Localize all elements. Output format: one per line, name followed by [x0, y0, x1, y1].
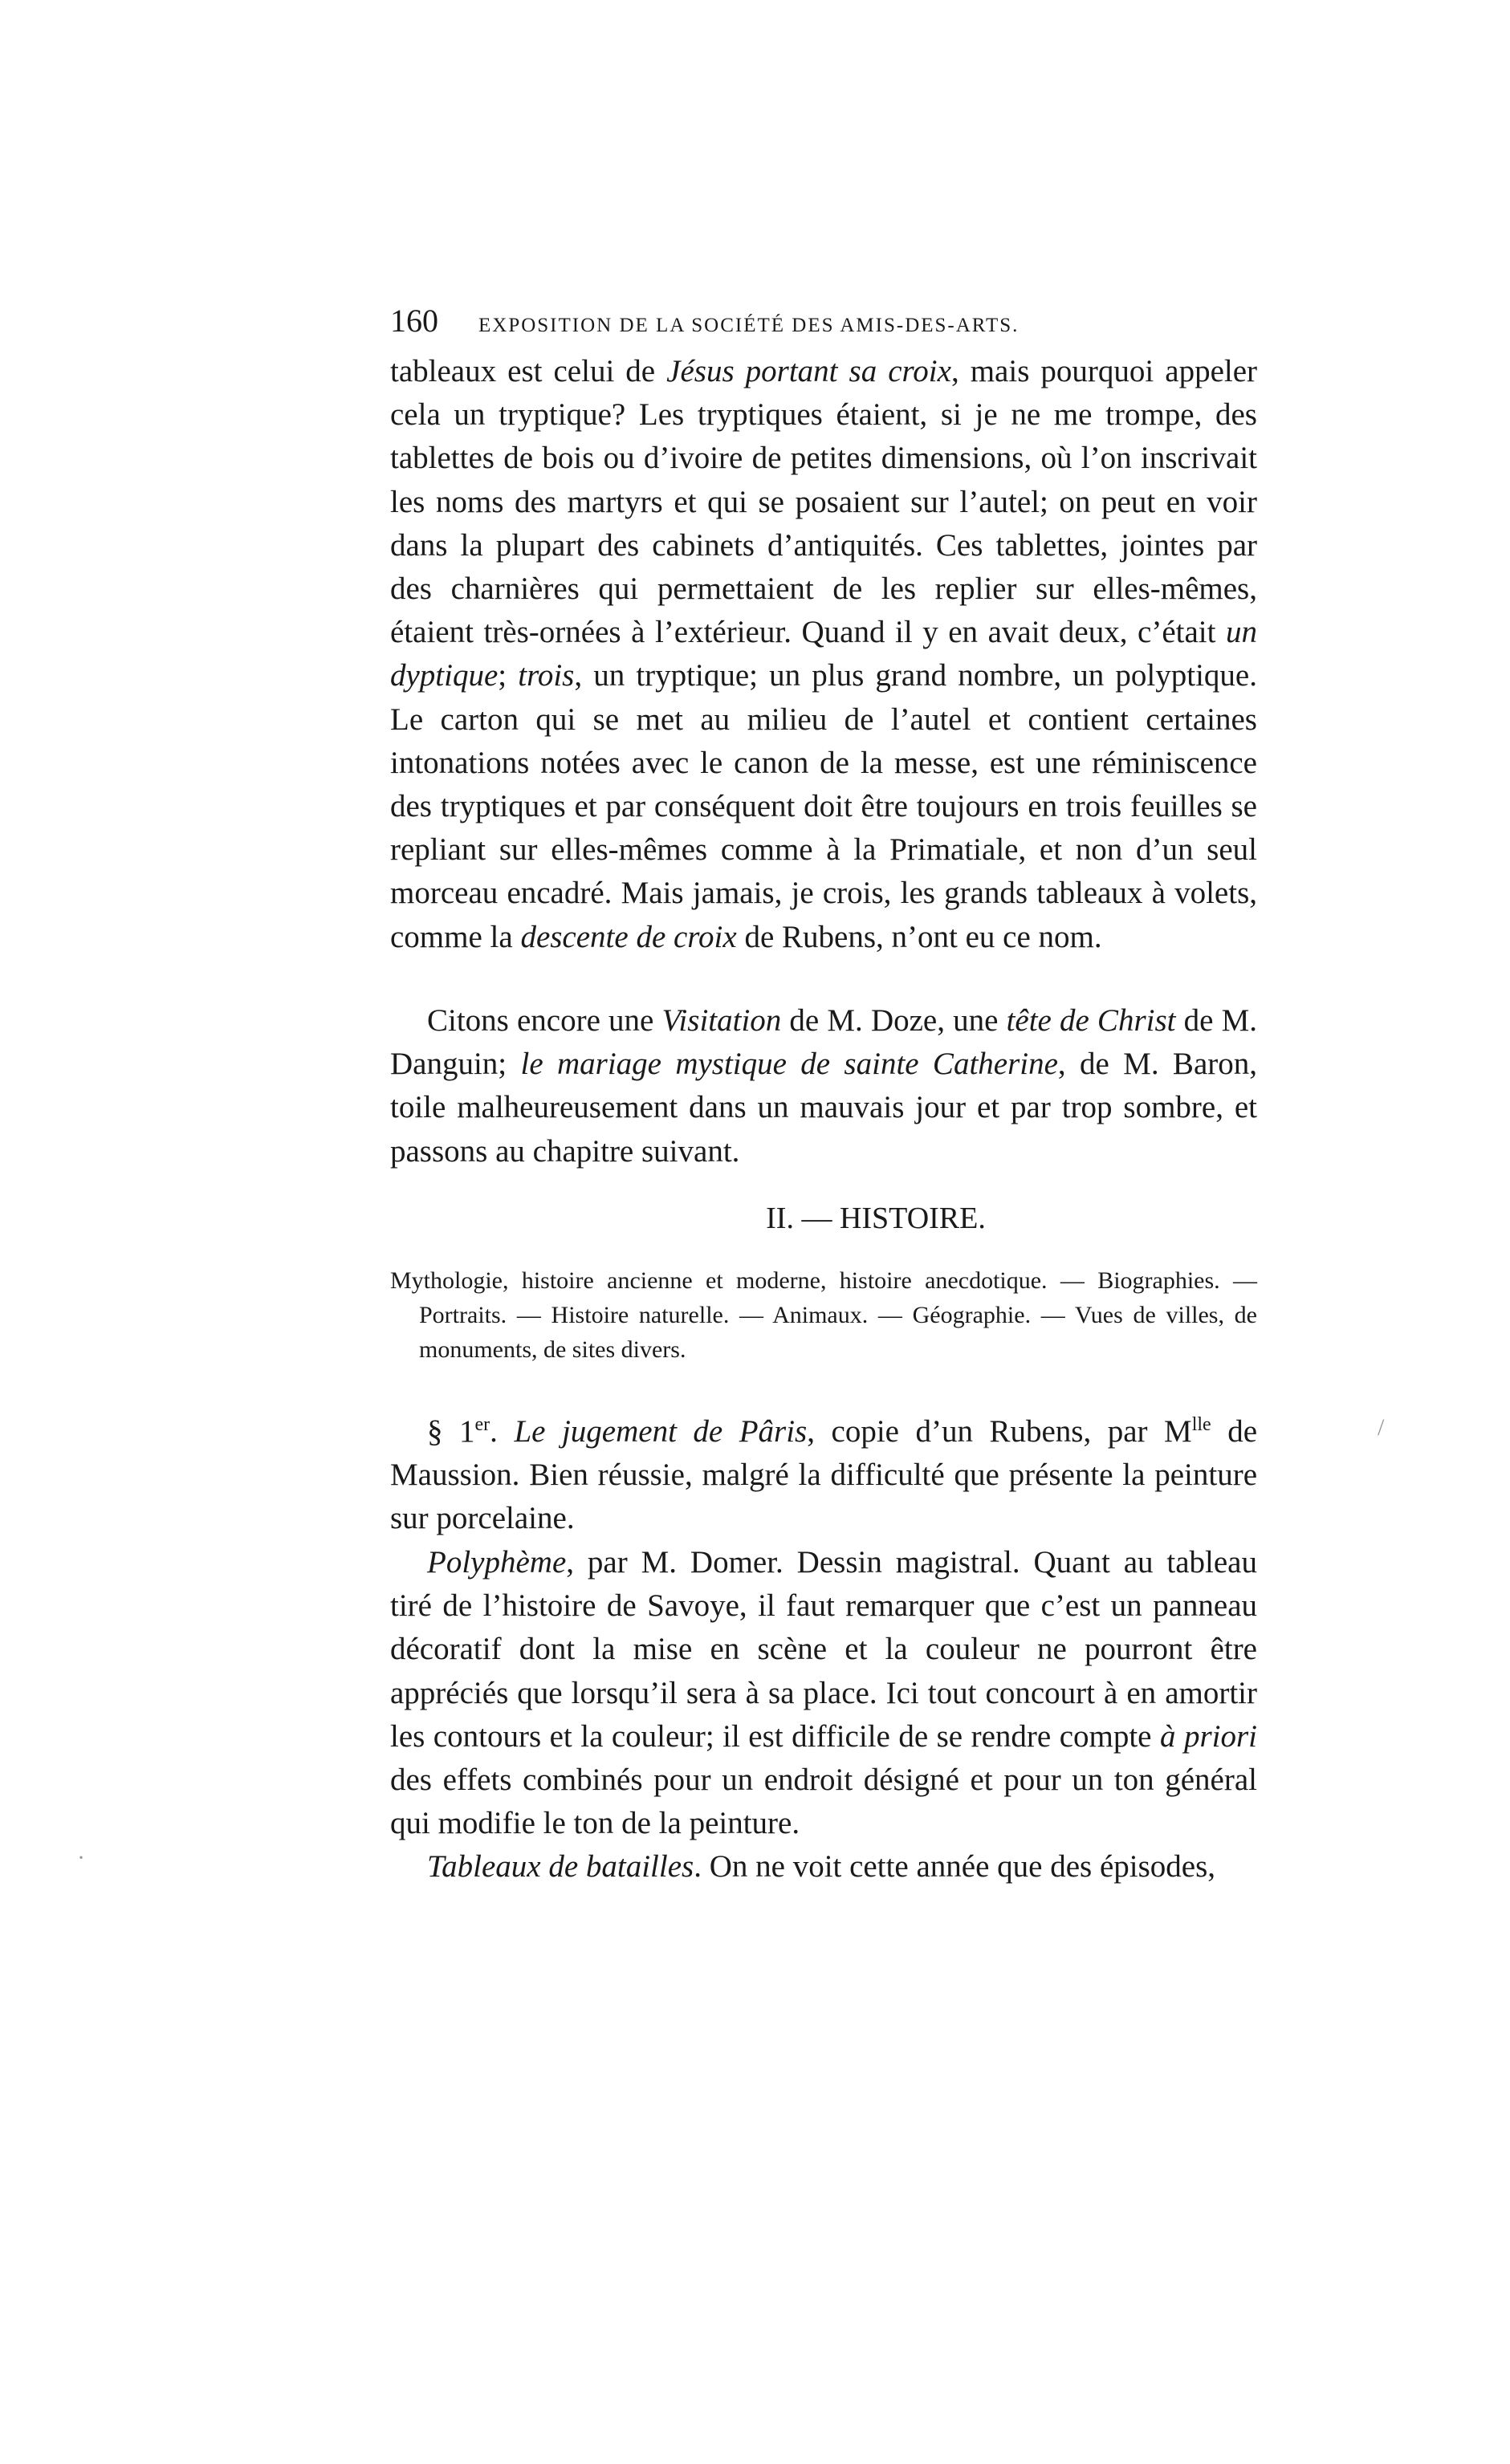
italic-title: Jésus portant sa croix [666, 354, 951, 388]
margin-mark-dot: · [77, 1844, 85, 1871]
italic-title: tête de Christ [1006, 1003, 1176, 1038]
italic-term: un dyptique [390, 615, 1257, 693]
paragraph-jugement-paris: § 1er. Le jugement de Pâris, copie d’un Rubens, par $M^{lle}$ de Maussion. Bien réussie, malgré la difficulté que présente la peinture sur porcelaine. [390, 1414, 1258, 1536]
section-heading: II. — HISTOIRE. [766, 1202, 986, 1235]
page-header [390, 302, 1257, 342]
paragraph-polypheme: Polyphème, par M. Domer. Dessin magistral. Quant au tableau tiré de l’histoire de Savoye, il faut remarquer que c’est un panneau décoratif dont la mise en scène et la couleur ne pourront être appréciés que lorsqu’il sera à sa place. Ici tout concourt à en amortir les contours et la couleur; il est difficile de se rendre compte à priori des effets combinés pour un endroit désigné et pour un ton général qui modifie le ton de la peinture. [390, 1545, 1257, 1841]
italic-title: le mariage mystique de sainte Catherine [520, 1047, 1058, 1082]
italic-term: trois [518, 658, 575, 693]
paragraph-tryptique: tableaux est celui de Jésus portant sa croix, mais pourquoi appeler cela un tryptique? Les tryptiques étaient, si je ne me trompe, des tablettes de bois ou d’ivoire de petites dimensions, où l’on inscrivait les noms des martyrs et qui se posaient sur l’autel; on peut en voir dans la plupart des cabinets d’antiquités. Ces tablettes, jointes par des charnières qui permettaient de les replier sur elles-mêmes, étaient très-ornées à l’extérieur. Quand il y en avait deux, c’était un dyptique; trois, un tryptique; un plus grand nombre, un polyptique. Le carton qui se met au milieu de l’autel et contient certaines intonations notées avec le canon de la messe, est une réminiscence des tryptiques et par conséquent doit être toujours en trois feuilles se repliant sur elles-mêmes comme à la Primatiale, et non d’un seul morceau encadré. Mais jamais, je crois, les grands tableaux à volets, comme la descente de croix de Rubens, n’ont eu ce nom. [390, 354, 1258, 954]
italic-term: à priori [1159, 1718, 1257, 1754]
section-subjects: Mythologie, histoire ancienne et moderne, histoire anecdotique. — Biographies. — Portraits. — Histoire naturelle. — Animaux. — Géographie. — Vues de villes, de monuments, de sites divers. [390, 1267, 1257, 1363]
running-head: EXPOSITION DE LA SOCIÉTÉ DES AMIS-DES-ARTS. [478, 315, 1020, 336]
paragraph-citons: Citons encore une Visitation de M. Doze, une tête de Christ de M. Danguin; le mariage mystique de sainte Catherine, de M. Baron, toile malheureusement dans un mauvais jour et par trop sombre, et passons au chapitre suivant. [390, 1003, 1257, 1169]
margin-mark-slash: / [1378, 1414, 1385, 1441]
page-number: 160 [390, 303, 438, 339]
italic-title: Tableaux de batailles [427, 1849, 694, 1884]
italic-title: Visitation [661, 1003, 782, 1038]
italic-title: descente de croix [520, 919, 737, 954]
italic-title: Polyphème [427, 1545, 567, 1580]
italic-title: Le jugement de Pâris [514, 1414, 808, 1449]
paragraph-batailles: Tableaux de batailles. On ne voit cette année que des épisodes, [427, 1849, 1216, 1884]
